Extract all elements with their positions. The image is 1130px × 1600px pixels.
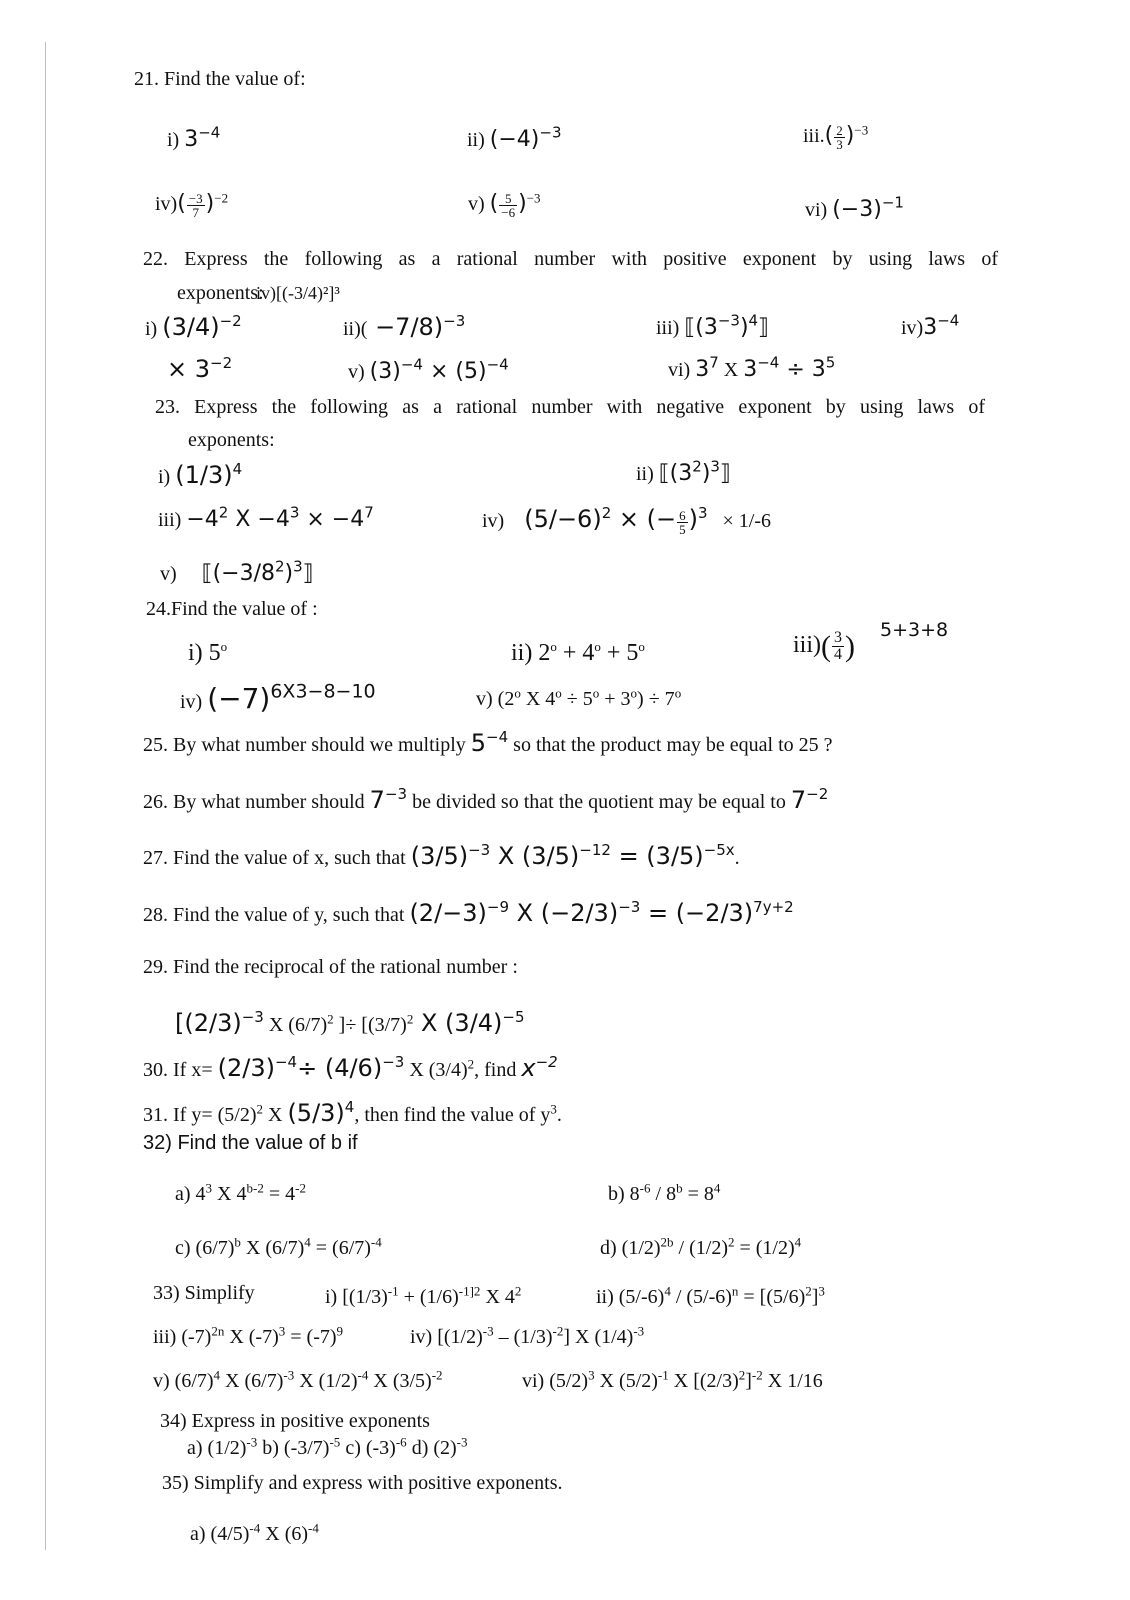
q24-ii: ii) $2^o + 4^o + 5^o$ xyxy=(511,639,645,666)
q23-ii: ii) $⟦(3^2)^3⟧$ xyxy=(636,457,731,486)
q22-v: v) $(3)^{-4} \times (5)^{-4}$ xyxy=(348,355,509,384)
q32-a: a) $4^3$ X $4^{b-2} = 4^{-2}$ xyxy=(175,1180,306,1205)
q22-heading-cont: exponents: xyxy=(177,282,264,304)
q32-d: d) $(1/2)^{2b} / (1/2)^2 = (1/2)^4$ xyxy=(600,1234,802,1259)
q23-v: v) $⟦(-3/8^2)^3⟧$ xyxy=(160,557,314,586)
q32-b: b) $8^{-6} / 8^b = 8^4$ xyxy=(608,1180,721,1205)
margin-line xyxy=(45,42,46,1550)
q33-v: v) $(6/7)^4$ X $(6/7)^{-3}$ X $(1/2)^{-4}$ X $(3/5)^{-2}$ xyxy=(153,1367,443,1392)
q22-iv-overlap: iv)[(-3/4)²]³ xyxy=(256,283,340,303)
q33-i: i) [$(1/3)^{-1} + (1/6)^{-1]2}$ X $4^2$ xyxy=(325,1283,522,1308)
q34-heading: 34) Express in positive exponents xyxy=(160,1410,430,1432)
q27: 27. Find the value of x, such that $(3/5)^{-3}$ X $(3/5)^{-12} = (3/5)^{-5x}$. xyxy=(143,841,740,870)
q32-heading: 32) Find the value of b if xyxy=(143,1132,358,1154)
q21-iv: iv)( $\frac{-3}{7}$ )$^{-2}$ xyxy=(155,190,229,220)
q22-iii: iii) $⟦(3^{-3})^4⟧$ xyxy=(656,311,769,340)
q24-i: i) 5$^o$ xyxy=(188,639,228,666)
q21-v: v) ( $\frac{5}{-6}$ )$^{-3}$ xyxy=(468,190,541,220)
q21-vi: vi) $(-3)^{-1}$ xyxy=(805,193,904,222)
q24-iii-exponent: 5+3+8 xyxy=(880,619,949,641)
q22-i-cont: × $3^{-2}$ xyxy=(167,354,233,383)
q32-c: c) $(6/7)^b$ X $(6/7)^4 = (6/7)^{-4}$ xyxy=(175,1234,382,1259)
q29-heading: 29. Find the reciprocal of the rational number : xyxy=(143,956,518,978)
q23-iv: iv) $(5/-6)^2$ × (− $\frac{6}{5}$ )$^3$ × 1/-6 xyxy=(482,504,771,537)
q29-expression: [$(2/3)^{-3}$ X $(6/7)^2$ ]÷ [$(3/7)^2$ X $(3/4)^{-5}$ xyxy=(175,1008,525,1037)
q22-iv: $iv)3^{-4}$ xyxy=(901,311,960,340)
q35-a: a) $(4/5)^{-4}$ X $(6)^{-4}$ xyxy=(190,1520,319,1545)
q23-heading: 23. Express the following as a rational number with negative exponent by using laws of xyxy=(155,396,985,418)
q21-ii: ii) $(-4)^{-3}$ xyxy=(467,123,562,152)
q22-heading: 22. Express the following as a rational number with positive exponent by using laws of xyxy=(143,248,998,270)
q22-ii: $ii)( -7/8)^{-3}$ xyxy=(343,312,466,341)
q33-iii: iii) $(-7)^{2n}$ X $(-7)^3 = (-7)^9$ xyxy=(153,1323,344,1348)
q21-iii: iii.( $\frac{2}{3}$ )$^{-3}$ xyxy=(803,122,869,152)
q24-v: v) (2$^o$ X $4^o \div 5^o + 3^o) \div 7^o$ xyxy=(476,685,682,710)
q33-vi: vi) $(5/2)^3$ X $(5/2)^{-1}$ X $[(2/3)^2]^{-2}$ X 1/16 xyxy=(522,1367,823,1392)
q34-items: a) $(1/2)^{-3}$ b) $(-3/7)^{-5}$ c) $(-3)^{-6}$ d) $(2)^{-3}$ xyxy=(187,1434,468,1459)
q31: 31. If $y= (5/2)^2$ X $(5/3)^4$, then find the value of $y^3$. xyxy=(143,1098,562,1127)
q23-iii: $iii) -4^2$ $X -4^3 \times -4^7$ xyxy=(158,503,374,532)
q23-i: i) $(1/3)^4$ xyxy=(158,460,243,489)
q33-iv: iv) $[(1/2)^{-3} - (1/3)^{-2}]$ X $(1/4)^{-3}$ xyxy=(410,1323,645,1348)
q26: 26. By what number should $7^{-3}$ be divided so that the quotient may be equal to $7^{-2}$ xyxy=(143,785,829,814)
q24-iii: iii)( $\frac{3}{4}$ ) xyxy=(793,629,855,663)
q24-heading: 24.Find the value of : xyxy=(146,598,318,620)
q21-i: i) $3^{-4}$ xyxy=(167,123,221,152)
q22-vi: vi) $3^7$ X $3^{-4} \div 3^5$ xyxy=(668,353,836,382)
q25: 25. By what number should we multiply $5^{-4}$ so that the product may be equal to 25 ? xyxy=(143,728,833,757)
q33-heading: 33) Simplify xyxy=(153,1282,255,1304)
q23-heading-cont: exponents: xyxy=(188,429,275,451)
q35-heading: 35) Simplify and express with positive exponents. xyxy=(162,1472,563,1494)
q30: 30. If $x= (2/3)^{-4}\div (4/6)^{-3}$ X $(3/4)^2$, find $x^{-2}$ xyxy=(143,1053,558,1082)
q24-iv: iv) $(-7)^{6X3-8-10}$ xyxy=(180,680,376,715)
q28: 28. Find the value of y, such that $(2/-3)^{-9}$ X $(-2/3)^{-3} = (-2/3)^{7y+2}$ xyxy=(143,898,794,927)
q22-i: i) $(3/4)^{-2}$ xyxy=(145,312,242,341)
q21-heading: 21. Find the value of: xyxy=(134,68,306,90)
q33-ii: ii) $(5/-6)^4 / (5/-6)^n = [(5/6)^2]^3$ xyxy=(596,1283,825,1308)
